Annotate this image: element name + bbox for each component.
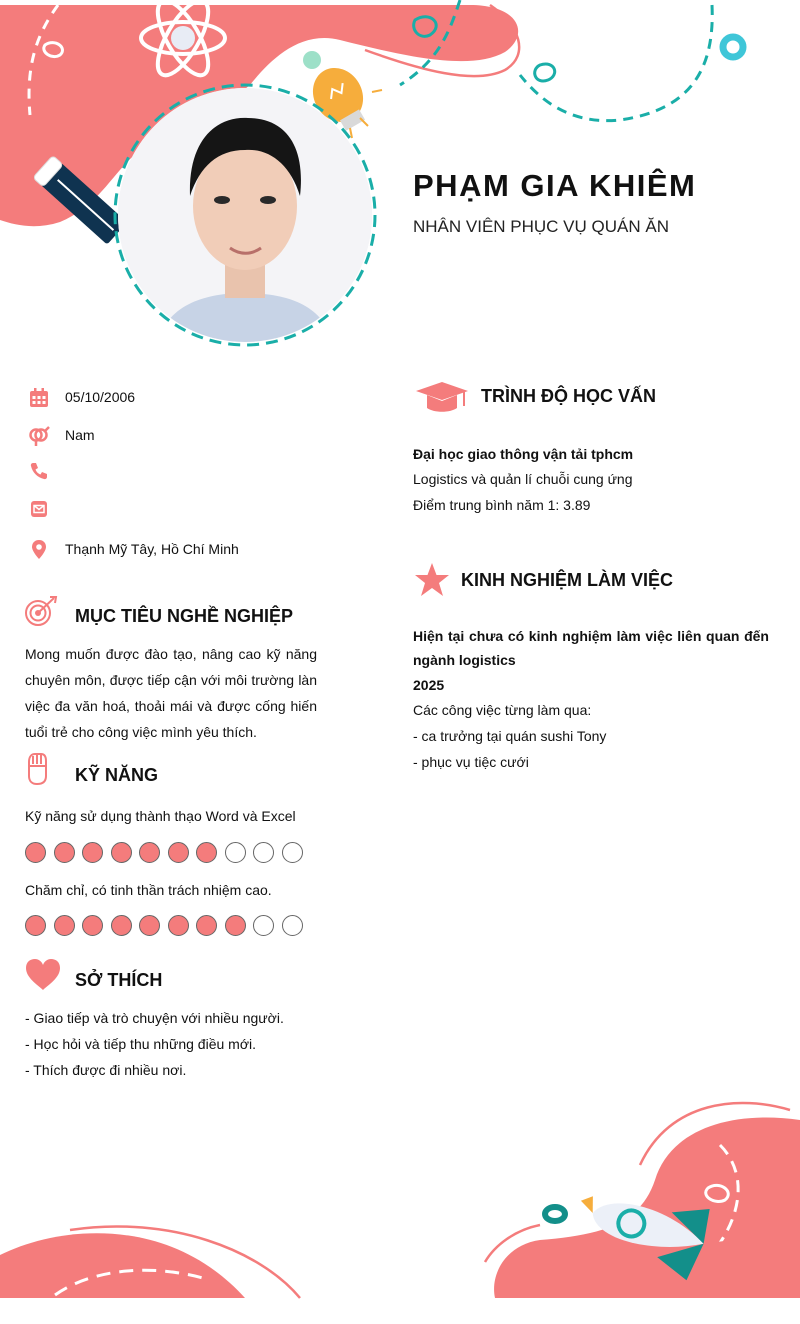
rating-dot-filled	[139, 915, 160, 936]
rating-dot-filled	[54, 842, 75, 863]
skills-title: KỸ NĂNG	[75, 765, 159, 785]
fist-icon	[24, 752, 50, 786]
hobby-2: - Học hỏi và tiếp thu những điều mới.	[25, 1036, 257, 1052]
location-pin-icon	[28, 539, 50, 561]
hobby-3: - Thích được đi nhiều nơi.	[25, 1062, 187, 1078]
rating-dot-filled	[25, 842, 46, 863]
experience-job-2: - phục vụ tiệc cưới	[413, 754, 529, 770]
gender-text: Nam	[65, 427, 95, 443]
calendar-icon	[28, 387, 50, 409]
gender-icon	[28, 425, 50, 447]
objective-text: Mong muốn được đào tạo, nâng cao kỹ năng chuyên môn, được tiếp cận với môi trường làn việc đa văn hoá, thoải mái và được cống hiến tuổi trẻ cho công việc mình yêu thích.	[25, 646, 317, 740]
rating-dot-filled	[139, 842, 160, 863]
education-major: Logistics và quản lí chuỗi cung ứng	[413, 471, 633, 487]
address-text: Thạnh Mỹ Tây, Hồ Chí Minh	[65, 541, 239, 557]
teal-ring	[723, 37, 743, 57]
experience-year: 2025	[413, 677, 445, 693]
loop-top	[535, 64, 555, 81]
education-school: Đại học giao thông vận tải tphcm	[413, 446, 634, 462]
bottom-left-blob	[0, 1233, 245, 1298]
hobby-1: - Giao tiếp và trò chuyện với nhiều người.	[25, 1010, 284, 1026]
rating-dot-empty	[282, 915, 303, 936]
profile-photo	[118, 88, 372, 342]
rating-dot-filled	[82, 915, 103, 936]
rating-dot-filled	[196, 915, 217, 936]
rating-dot-filled	[25, 915, 46, 936]
birthday-text: 05/10/2006	[65, 389, 136, 405]
rating-dot-filled	[168, 915, 189, 936]
hobbies-title: SỞ THÍCH	[75, 970, 163, 990]
skill-1-rating	[25, 842, 325, 866]
heart-icon	[24, 958, 62, 992]
rating-dot-filled	[111, 842, 132, 863]
experience-jobs-intro: Các công việc từng làm qua:	[413, 702, 592, 718]
dashed-curve-top-right	[520, 5, 712, 121]
skill-1-label: Kỹ năng sử dụng thành thạo Word và Excel	[25, 808, 296, 824]
bottom-right-blob	[494, 1118, 800, 1299]
job-title: NHÂN VIÊN PHỤC VỤ QUÁN ĂN	[413, 217, 669, 236]
experience-summary: Hiện tại chưa có kinh nghiệm làm việc liên quan đến ngành logistics	[413, 628, 769, 668]
rating-dot-filled	[54, 915, 75, 936]
education-title: TRÌNH ĐỘ HỌC VẤN	[481, 386, 656, 406]
candidate-name: PHẠM GIA KHIÊM	[413, 168, 697, 203]
rating-dot-filled	[225, 915, 246, 936]
email-icon	[28, 498, 50, 520]
experience-title: KINH NGHIỆM LÀM VIỆC	[461, 570, 674, 590]
rating-dot-empty	[253, 915, 274, 936]
teal-ring-small	[545, 1207, 565, 1221]
portrait-image	[118, 88, 372, 342]
skill-2-rating	[25, 915, 325, 939]
rating-dot-filled	[168, 842, 189, 863]
star-icon	[414, 562, 450, 598]
skill-2-label: Chăm chỉ, có tinh thần trách nhiệm cao.	[25, 882, 272, 898]
experience-job-1: - ca trưởng tại quán sushi Tony	[413, 728, 607, 744]
rating-dot-filled	[82, 842, 103, 863]
graduation-cap-icon	[414, 380, 470, 416]
phone-icon	[28, 460, 50, 482]
rating-dot-filled	[196, 842, 217, 863]
education-gpa: Điểm trung bình năm 1: 3.89	[413, 497, 591, 513]
objective-title: MỤC TIÊU NGHỀ NGHIỆP	[75, 606, 294, 626]
rating-dot-empty	[253, 842, 274, 863]
rating-dot-empty	[225, 842, 246, 863]
rating-dot-empty	[282, 842, 303, 863]
rating-dot-filled	[111, 915, 132, 936]
target-icon	[24, 595, 58, 629]
